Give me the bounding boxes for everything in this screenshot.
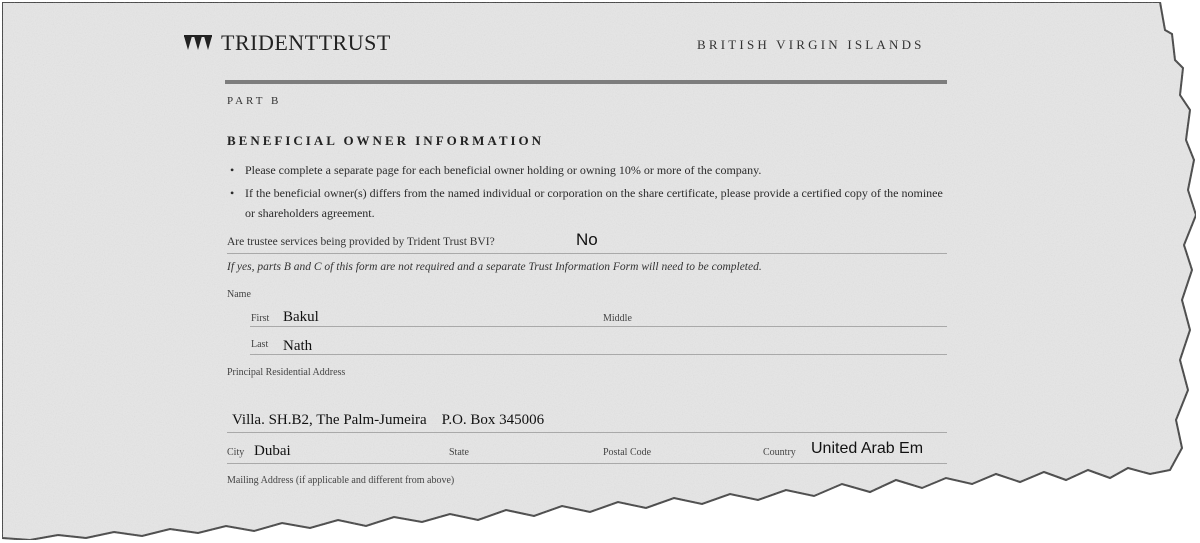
region-heading: BRITISH VIRGIN ISLANDS	[697, 37, 925, 52]
middle-name-label: Middle	[603, 313, 632, 324]
part-label: PART B	[227, 95, 282, 107]
trustee-answer-field[interactable]: No	[576, 230, 598, 249]
country-field[interactable]: United Arab Em	[811, 440, 924, 457]
last-name-label: Last	[251, 339, 269, 350]
trustee-note: If yes, parts B and C of this form are not required and a separate Trust Information Form will need to be completed.	[227, 261, 762, 273]
city-line	[227, 463, 947, 464]
first-name-field[interactable]: Bakul	[283, 309, 319, 325]
instruction-item: • If the beneficial owner(s) differs from the named individual or corporation on the share certificate, please provide a certified copy of the nominee or shareholders agreement.	[230, 183, 950, 223]
address-label: Principal Residential Address	[227, 367, 346, 378]
address-line	[227, 432, 947, 433]
first-name-line	[250, 326, 947, 327]
state-label: State	[449, 447, 469, 458]
instruction-list	[230, 160, 950, 226]
last-name-field[interactable]: Nath	[283, 338, 313, 354]
country-label: Country	[763, 447, 796, 458]
trident-logo-icon	[183, 34, 213, 52]
address-field[interactable]: Villa. SH.B2, The Palm-Jumeira P.O. Box 345006	[232, 412, 545, 428]
trustee-question: Are trustee services being provided by Trident Trust BVI?	[227, 236, 495, 248]
city-field[interactable]: Dubai	[254, 443, 291, 459]
company-logo	[183, 30, 391, 56]
name-label: Name	[227, 289, 251, 300]
city-label: City	[227, 447, 245, 458]
section-title: BENEFICIAL OWNER INFORMATION	[227, 133, 545, 148]
postal-code-label: Postal Code	[603, 447, 652, 458]
logo-text: TRIDENTTRUST	[221, 30, 391, 55]
instruction-item: • Please complete a separate page for each beneficial owner holding or owning 10% or more of the company.	[230, 160, 950, 180]
trustee-answer-line	[227, 253, 947, 254]
mailing-address-label: Mailing Address (if applicable and different from above)	[227, 475, 455, 486]
first-name-label: First	[251, 313, 270, 324]
last-name-line	[250, 354, 947, 355]
header-rule	[225, 80, 947, 84]
